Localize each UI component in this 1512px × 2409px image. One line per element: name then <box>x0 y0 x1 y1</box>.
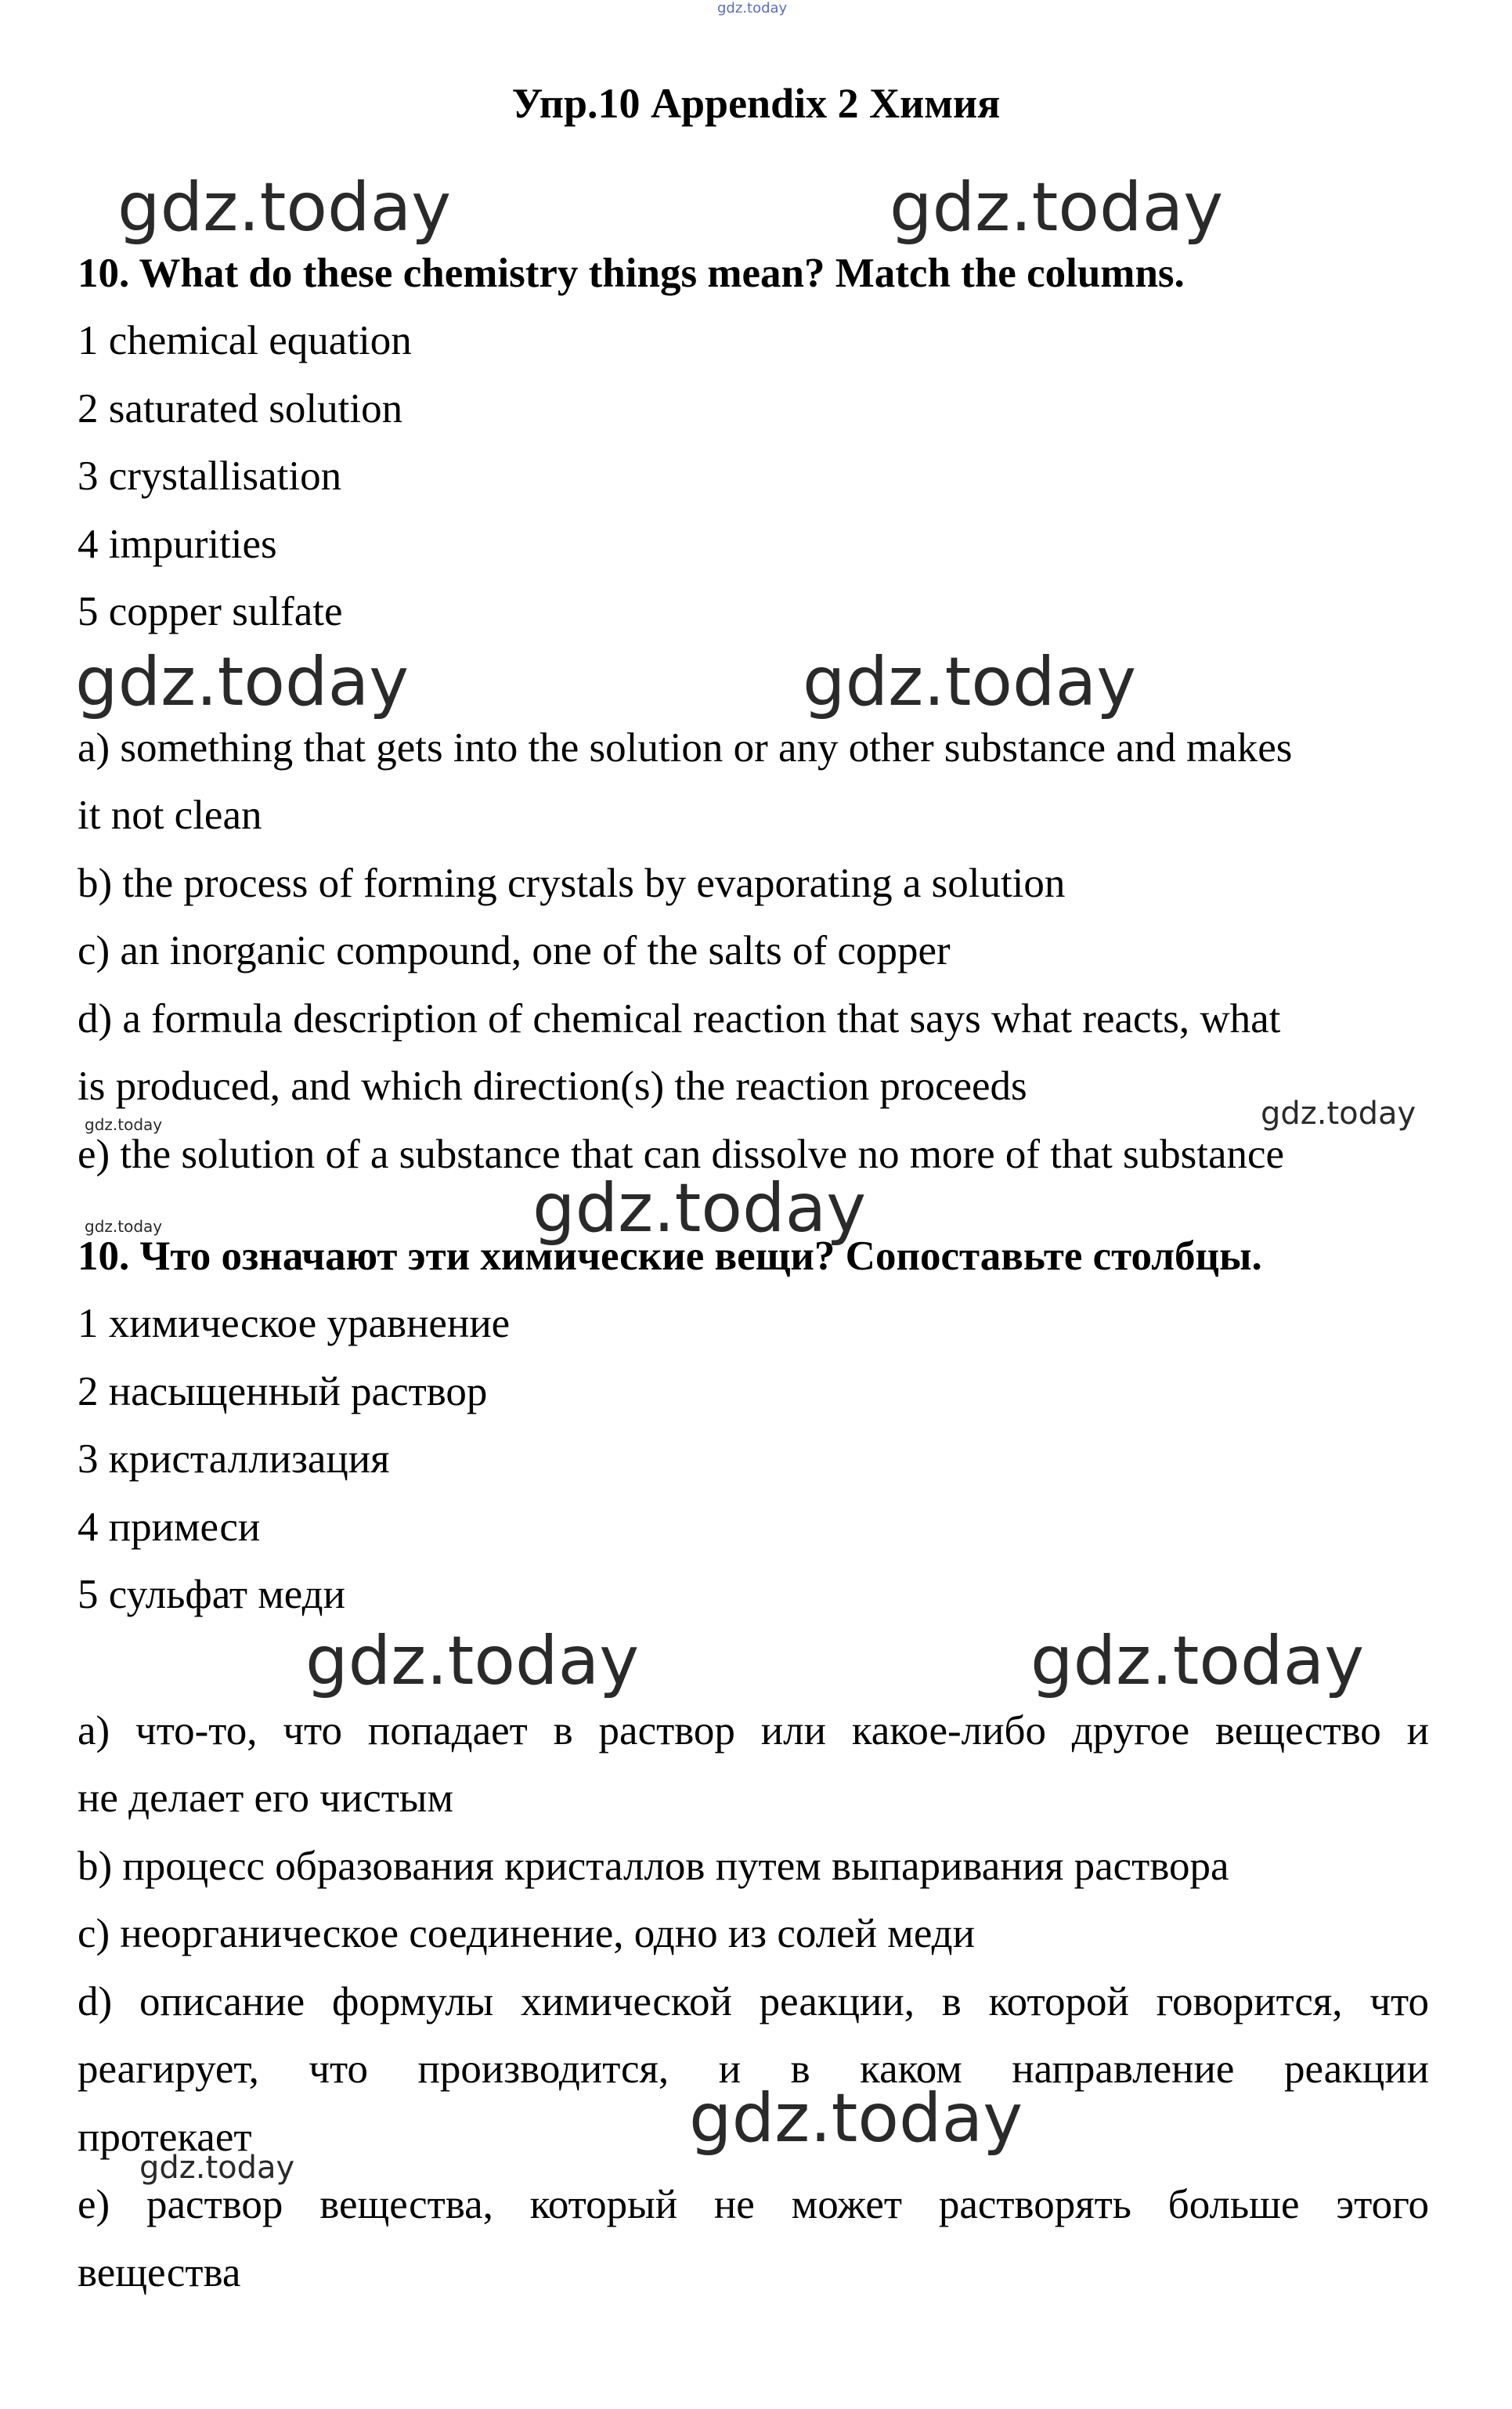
definition-item: c) an inorganic compound, one of the salts of copper <box>78 928 951 973</box>
term-item: 2 насыщенный раствор <box>78 1369 488 1414</box>
watermark: gdz.today <box>890 168 1224 247</box>
definition-item: e) the solution of a substance that can dissolve no more of that substance <box>78 1132 1285 1177</box>
watermark: gdz.today <box>803 643 1137 721</box>
term-item: 3 кристаллизация <box>78 1436 390 1482</box>
term-item: 5 сульфат меди <box>78 1572 345 1617</box>
definition-item: протекает <box>78 2115 252 2160</box>
term-item: 5 copper sulfate <box>78 589 343 634</box>
watermark: gdz.today <box>305 1622 640 1700</box>
definition-item: a) что-то, что попадает в раствор или какое-либо другое вещество и <box>78 1708 1429 1753</box>
definition-item: is produced, and which direction(s) the reaction proceeds <box>78 1064 1027 1109</box>
definition-item: c) неорганическое соединение, одно из солей меди <box>78 1911 975 1956</box>
watermark: gdz.today <box>1030 1622 1365 1700</box>
definition-item: не делает его чистым <box>78 1775 454 1821</box>
term-item: 3 crystallisation <box>78 453 342 499</box>
watermark: gdz.today <box>85 1115 163 1134</box>
term-item: 4 примеси <box>78 1504 261 1550</box>
term-item: 1 chemical equation <box>78 318 412 363</box>
definition-item: вещества <box>78 2250 241 2295</box>
definition-item: b) процесс образования кристаллов путем выпаривания раствора <box>78 1844 1229 1889</box>
definition-item: it not clean <box>78 793 262 838</box>
page-title: Упр.10 Appendix 2 Химия <box>511 80 1001 127</box>
definition-item: b) the process of forming crystals by evaporating a solution <box>78 861 1066 906</box>
definition-item: a) something that gets into the solution or any other substance and makes <box>78 725 1293 771</box>
watermark: gdz.today <box>85 1217 163 1236</box>
definition-item: d) a formula description of chemical reaction that says what reacts, what <box>78 996 1281 1042</box>
watermark: gdz.today <box>689 2079 1023 2158</box>
watermark: gdz.today <box>1261 1096 1416 1132</box>
watermark: gdz.today <box>139 2150 295 2186</box>
exercise-heading-en: 10. What do these chemistry things mean? Match the columns. <box>78 251 1185 296</box>
definition-item: реагирует, что производится, и в каком направление реакции <box>78 2046 1429 2092</box>
definition-item: e) раствор вещества, который не может растворять больше этого <box>78 2182 1429 2227</box>
watermark-top: gdz.today <box>717 0 788 16</box>
watermark: gdz.today <box>75 643 410 721</box>
term-item: 4 impurities <box>78 522 277 567</box>
term-item: 1 химическое уравнение <box>78 1301 511 1346</box>
exercise-heading-ru: 10. Что означают эти химические вещи? Сопоставьте столбцы. <box>78 1233 1262 1279</box>
watermark: gdz.today <box>117 168 452 247</box>
watermark: gdz.today <box>532 1169 867 1248</box>
definition-item: d) описание формулы химической реакции, в которой говорится, что <box>78 1979 1429 2024</box>
term-item: 2 saturated solution <box>78 386 403 432</box>
